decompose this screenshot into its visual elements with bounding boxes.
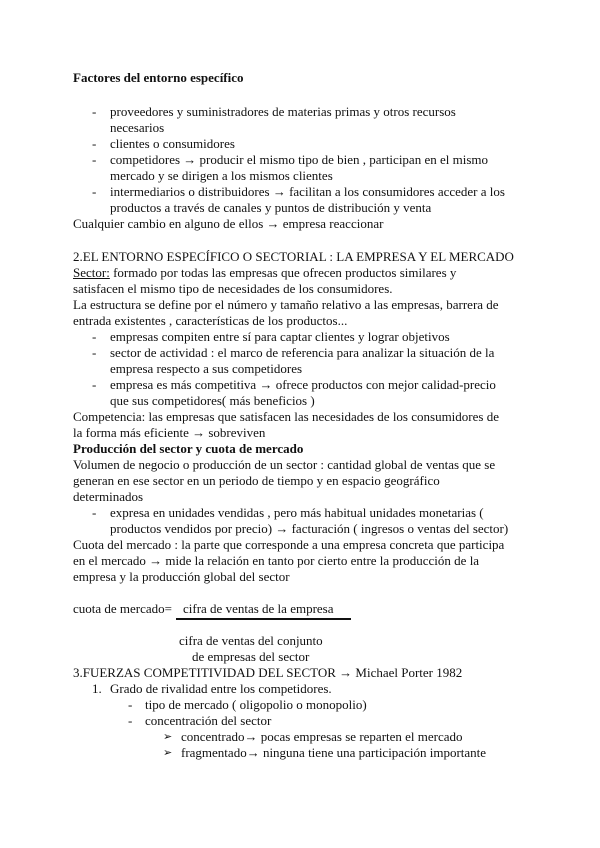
numbered-item: Grado de rivalidad entre los competidores. [110, 681, 332, 696]
paragraph: Volumen de negocio o producción de un sector : cantidad global de ventas que se [73, 457, 496, 472]
dash-bullet: - [92, 184, 97, 199]
formula-label: cuota de mercado= [73, 601, 173, 616]
section-heading: 2.EL ENTORNO ESPECÍFICO O SECTORIAL : LA EMPRESA Y EL MERCADO [73, 249, 514, 264]
sub-sub-list-item: concentrado→ pocas empresas se reparten el mercado [181, 729, 463, 744]
list-item: proveedores y suministradores de materias primas y otros recursos [110, 104, 456, 119]
paragraph-line: en el mercado → mide la relación en tanto por cierto entre la producción de la [73, 553, 480, 568]
list-item: clientes o consumidores [110, 136, 235, 151]
term-definition: formado por todas las empresas que ofrecen productos similares y [109, 265, 457, 280]
dash-bullet: - [92, 505, 97, 520]
paragraph-line: entrada existentes , características de los productos... [73, 313, 348, 328]
list-item-continuation: mercado y se dirigen a los mismos clientes [110, 168, 333, 183]
section-title: Factores del entorno específico [73, 70, 244, 85]
fraction-bar [176, 618, 351, 620]
sub-sub-list-item: fragmentado→ ninguna tiene una participación importante [181, 745, 487, 760]
sub-list-item: concentración del sector [145, 713, 272, 728]
list-item-continuation: productos a través de canales y puntos de distribución y venta [110, 200, 432, 215]
dash-bullet: - [128, 713, 133, 728]
list-item: empresas compiten entre sí para captar clientes y lograr objetivos [110, 329, 450, 344]
dash-bullet: - [92, 152, 97, 167]
arrow-bullet-icon: ➢ [163, 747, 173, 759]
paragraph: Cuota del mercado : la parte que corresponde a una empresa concreta que participa [73, 537, 505, 552]
subsection-title: Producción del sector y cuota de mercado [73, 441, 304, 456]
paragraph-line: la forma más eficiente → sobreviven [73, 425, 266, 440]
list-item-continuation: que sus competidores( más beneficios ) [110, 393, 315, 408]
formula-numerator: cifra de ventas de la empresa [183, 601, 334, 616]
dash-bullet: - [92, 329, 97, 344]
list-number: 1. [92, 681, 102, 696]
list-item: expresa en unidades vendidas , pero más habitual unidades monetarias ( [110, 505, 484, 520]
arrow-bullet-icon: ➢ [163, 731, 173, 743]
list-item: sector de actividad : el marco de referencia para analizar la situación de la [110, 345, 495, 360]
paragraph-line: satisfacen el mismo tipo de necesidades de los consumidores. [73, 281, 393, 296]
sub-list-item: tipo de mercado ( oligopolio o monopolio) [145, 697, 367, 712]
dash-bullet: - [92, 345, 97, 360]
paragraph: Competencia: las empresas que satisfacen las necesidades de los consumidores de [73, 409, 499, 424]
dash-bullet: - [128, 697, 133, 712]
formula-denominator: cifra de ventas del conjunto [179, 633, 323, 648]
list-item-continuation: necesarios [110, 120, 165, 135]
paragraph: Cualquier cambio en alguno de ellos → empresa reaccionar [73, 216, 384, 231]
paragraph: La estructura se define por el número y tamaño relativo a las empresas, barrera de [73, 297, 499, 312]
list-item-continuation: empresa respecto a sus competidores [110, 361, 303, 376]
term-label: Sector: [73, 265, 110, 280]
dash-bullet: - [92, 104, 97, 119]
list-item-continuation: productos vendidos por precio) → facturación ( ingresos o ventas del sector) [110, 521, 509, 536]
list-item: empresa es más competitiva → ofrece productos con mejor calidad-precio [110, 377, 496, 392]
paragraph-line: determinados [73, 489, 144, 504]
list-item: competidores → producir el mismo tipo de bien , participan en el mismo [110, 152, 488, 167]
paragraph-line: empresa y la producción global del sector [73, 569, 290, 584]
section-heading: 3.FUERZAS COMPETITIVIDAD DEL SECTOR → Michael Porter 1982 [73, 665, 463, 680]
paragraph-line: generan en ese sector en un periodo de tiempo y en espacio geográfico [73, 473, 440, 488]
list-item: intermediarios o distribuidores → facilitan a los consumidores acceder a los [110, 184, 505, 199]
paragraph [73, 265, 456, 281]
dash-bullet: - [92, 136, 97, 151]
dash-bullet: - [92, 377, 97, 392]
formula-denominator-line: de empresas del sector [192, 649, 310, 664]
